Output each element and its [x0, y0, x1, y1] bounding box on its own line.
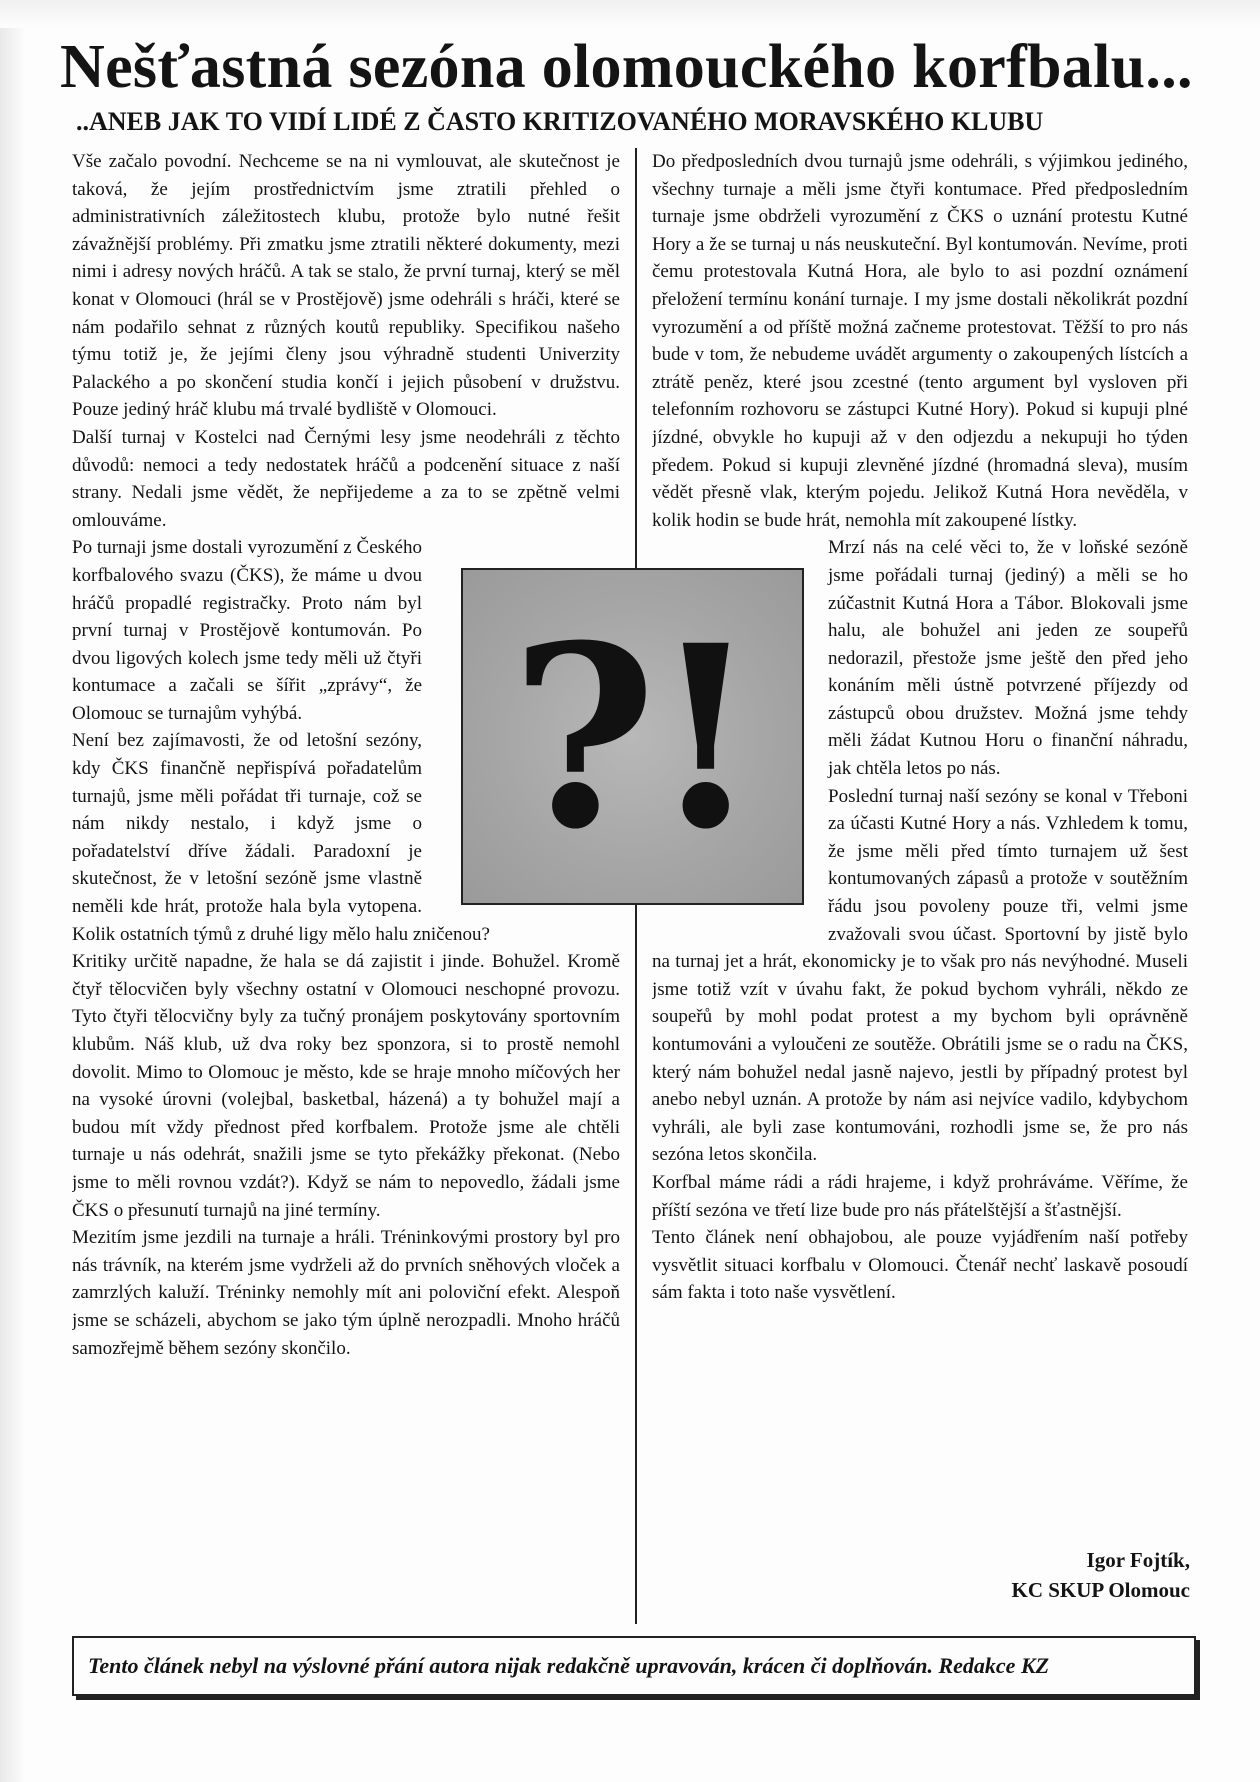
paragraph [652, 148, 1188, 534]
author-name: Igor Fojtík, [1086, 1548, 1190, 1572]
paragraph-text: Korfbal máme rádi a rádi hrajeme, i když prohráváme. Věříme, že příští sezóna ve třetí lize bude pro nás přátelštější a šťastnější. [652, 1171, 1188, 1221]
paragraph [72, 424, 620, 534]
author-club: KC SKUP Olomouc [1011, 1578, 1190, 1602]
paragraph [72, 948, 620, 1224]
paragraph-text: Vše začalo povodní. Nechceme se na ni vymlouvat, ale skutečnost je taková, že jejím prostřednictvím jsme ztratili přehled o administrativních záležitostech klubu, protože bylo nutné řešit závažnější problémy. Při zmatku jsme ztratili některé dokumenty, mezi nimi i adresy nových hráčů. A tak se stalo, že první turnaj, který se měl konat v Olomouci (hrál se v Prostějově) jsme odehráli s hráči, které se nám podařilo sehnat z různých koutů republiky. Specifikou našeho týmu totiž je, že jejími členy jsou výhradně studenti Univerzity Palackého a po skončení studia končí i jejich působení v družstvu. Pouze jediný hráč klubu má trvalé bydliště v Olomouci. [72, 151, 620, 421]
scan-top-shadow [0, 0, 1260, 28]
paragraph-text: Mezitím jsme jezdili na turnaje a hráli. Tréninkovými prostory byl pro nás trávník, na kterém jsme vydrželi až do prvních sněhových vloček a zamrzlých kaluží. Tréninky nemohly mít ani poloviční efekt. Alespoň jsme se scházeli, abychom se jako tým úplně nerozpadli. Mnoho hráčů samozřejmě během sezóny skončilo. [72, 1227, 620, 1359]
paragraph [72, 1224, 620, 1362]
paragraph-text: Není bez zajímavosti, že od letošní sezóny, kdy ČKS finančně nepřispívá pořadatelům turnajů, jsme měli pořádat tři turnaje, což se nám nikdy nestalo, i když jsme o pořadatelství dříve žádali. Paradoxní je skutečnost, že v letošní sezóně jsme vlastně neměli kde hrát, protože hala byla vytopena. Kolik ostatních týmů z druhé ligy mělo halu zničenou? [72, 730, 490, 945]
paragraph-text: Poslední turnaj naší sezóny se konal v Třeboni za účasti Kutné Hory a nás. Vzhledem k tomu, že jsme měli před tímto turnajem už šest kontumovaných zápasů a protože v soutěžním řádu jsou povoleny pouze tři, velmi jsme zvažovali svou účast. Sportovní by jistě bylo na turnaj jet a hrát, ekonomicky je to však pro nás nevýhodné. Museli jsme totiž vzít v úvahu fakt, že pokud bychom vyhráli, někdo ze soupeřů by mohl podat protest a my bychom byli oprávněně kontumováni a vyloučeni ze soutěže. Obrátili jsme se o radu na ČKS, který nám bohužel nedal jasně najevo, jestli by případný protest byl anebo nebyl uznán. A protože by nám asi nejvíce vadilo, kdybychom vyhráli, ale byli zase kontumováni, rozhodli jsme se, že pro nás sezóna letos skončila. [652, 785, 1188, 1166]
paragraph-text: Další turnaj v Kostelci nad Černými lesy jsme neodehráli z těchto důvodů: nemoci a tedy nedostatek hráčů a podcenění situace z naší strany. Nedali jsme vědět, že nepřijedeme a za to se zpětně velmi omlouváme. [72, 426, 620, 531]
question-exclamation-illustration [461, 568, 804, 905]
scan-edge-shadow [0, 0, 26, 1782]
paragraph-text: Po turnaji jsme dostali vyrozumění z Českého korfbalového svazu (ČKS), že máme u dvou hráčů propadlé registračky. Proto nám byl první turnaj v Prostějově kontumován. Po dvou ligových kolech jsme tedy měli už čtyři kontumace a začali se šířit „zprávy“, že Olomouc se turnajům vyhýbá. [72, 537, 422, 724]
paragraph [72, 148, 620, 424]
paragraph-text: Kritiky určitě napadne, že hala se dá zajistit i jinde. Bohužel. Kromě čtyř tělocvičen byly všechny ostatní v Olomouci neschopné provozu. Tyto čtyři tělocvičny byly za tučný pronájem poskytovány sportovním klubům. Náš klub, už dva roky bez sponzora, si to prostě nemohl dovolit. Mimo to Olomouc je město, kde se hraje mnoho míčových her na vysoké úrovni (volejbal, basketbal, házená) a ty bohužel mají a budou mít vždy přednost před korfbalem. Protože jsme ale chtěli turnaje u nás odehrát, snažili jsme se tyto překážky překonat. (Nebo jsme to měli rovnou vzdát?). Když se nám to nepovedlo, žádali jsme ČKS o přesunutí turnajů na jiné termíny. [72, 951, 620, 1221]
paragraph [652, 1169, 1188, 1224]
paragraph-text: Do předposledních dvou turnajů jsme odehráli, s výjimkou jediného, všechny turnaje a měli jsme čtyři kontumace. Před předposledním turnaje jsme obdrželi vyrozumění z ČKS o uznání protestu Kutné Hory a že se turnaj u nás neuskuteční. Byl kontumován. Nevíme, proti čemu protestovala Kutná Hora, ale bylo to asi pozdní oznámení přeložení termínu konání turnaje. I my jsme dostali několikrát pozdní vyrozumění a od příště možná začneme protestovat. Těžší to pro nás bude v tom, že nebudeme uvádět argumenty o zakoupených lístcích a ztrátě peněz, které jsou zcestné (tento argument byl vysloven při telefonním rozhovoru se zástupci Kutné Hory). Pokud si kupuji plné jízdné, obvykle ho kupuji až v den odjezdu a nekupuji ho týden předem. Pokud si kupuji zlevněné jízdné (hromadná sleva), musím vědět přesně vlak, kterým pojedu. Jelikož Kutná Hora nevěděla, v kolik hodin se bude hrát, nemohla mít zakoupené lístky. [652, 151, 1188, 531]
article-title: Nešťastná sezóna olomouckého korfbalu... [60, 33, 1193, 101]
editorial-note-text: Tento článek nebyl na výslovné přání autora nijak redakčně upravován, krácen či doplňován. Redakce KZ [88, 1653, 1050, 1678]
paragraph [652, 1224, 1188, 1307]
paragraph-text: Mrzí nás na celé věci to, že v loňské sezóně jsme pořádali turnaj (jediný) a měli se ho zúčastnit Kutná Hora a Tábor. Blokovali jsme halu, ale bohužel ani jeden ze soupeřů nedorazil, přestože jsme ještě den před jeho konáním měli ústně potvrzené příjezdy od zástupců obou družstev. Možná jsme tehdy měli žádat Kutnou Horu o finanční náhradu, jak chtěla letos po nás. [828, 537, 1188, 780]
article-subtitle: ..ANEB JAK TO VIDÍ LIDÉ Z ČASTO KRITIZOVANÉHO MORAVSKÉHO KLUBU [76, 107, 1044, 136]
editorial-note [72, 1636, 1196, 1696]
paragraph-text: Tento článek není obhajobou, ale pouze vyjádřením naší potřeby vysvětlit situaci korfbalu v Olomouci. Čtenář nechť laskavě posoudí sám fakta i toto naše vysvětlení. [652, 1227, 1188, 1304]
interrobang-icon: ?! [510, 589, 755, 884]
